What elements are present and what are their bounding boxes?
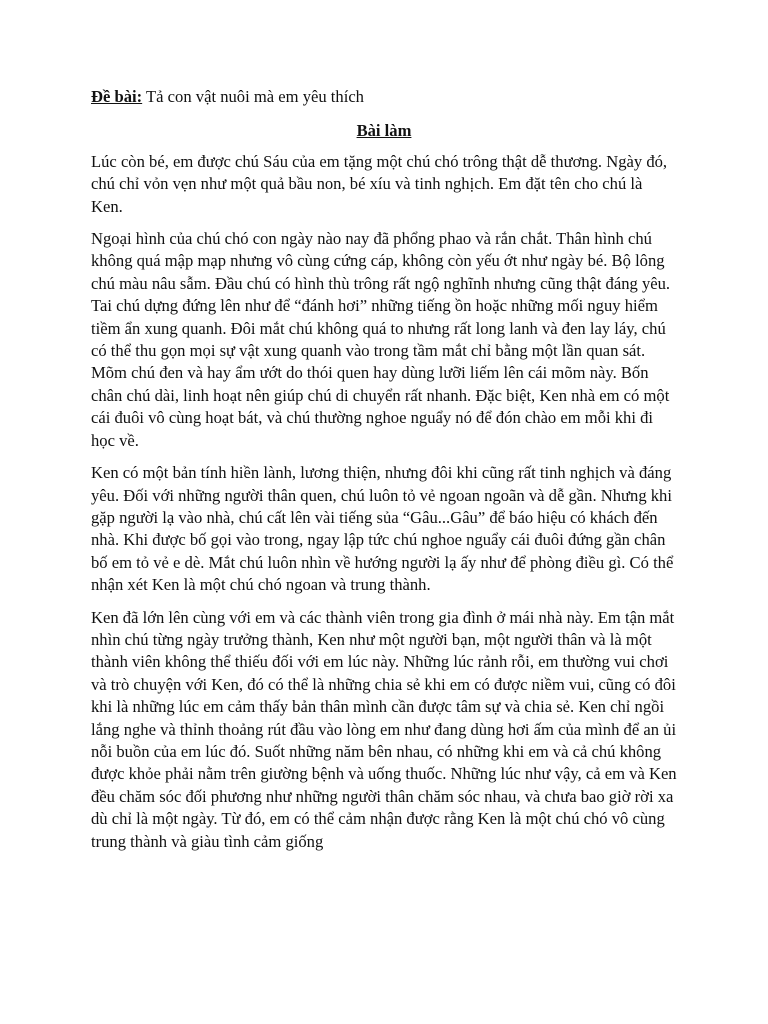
paragraph-companionship: Ken đã lớn lên cùng với em và các thành viên trong gia đình ở mái nhà này. Em tận mắt nhìn chú từng ngày trưởng thành, Ken như một người bạn, một người thân và là một thành viên không thể thiếu đối với em lúc này. Những lúc rảnh rỗi, em thường vui chơi và trò chuyện với Ken, đó có thể là những chia sẻ khi em có được niềm vui, cũng có đôi khi là những lúc em cảm thấy bản thân mình cần được tâm sự và chia sẻ. Ken chỉ ngồi lắng nghe và thỉnh thoảng rút đầu vào lòng em như đang dùng hơi ấm của mình để an ủi nỗi buồn của em lúc đó. Suốt những năm bên nhau, có những khi em và cả chú không được khỏe phải nằm trên giường bệnh và uống thuốc. Những lúc như vậy, cả em và Ken đều chăm sóc đối phương như những người thân chăm sóc nhau, và chưa bao giờ rời xa dù chỉ là một ngày. Từ đó, em có thể cảm nhận được rằng Ken là một chú chó vô cùng trung thành và giàu tình cảm giống	[91, 607, 677, 851]
essay-heading: Bài làm	[356, 121, 412, 141]
assignment-topic	[91, 86, 677, 108]
topic-text: Tả con vật nuôi mà em yêu thích	[142, 87, 364, 106]
document-page	[91, 86, 677, 863]
topic-label: Đề bài:	[91, 87, 143, 106]
paragraph-intro: Lúc còn bé, em được chú Sáu của em tặng một chú chó trông thật dễ thương. Ngày đó, chú chỉ vỏn vẹn như một quả bầu non, bé xíu và tinh nghịch. Em đặt tên cho chú là Ken.	[91, 151, 668, 216]
paragraph-personality: Ken có một bản tính hiền lành, lương thiện, nhưng đôi khi cũng rất tinh nghịch và đáng yêu. Đối với những người thân quen, chú luôn tỏ vẻ ngoan ngoãn và dễ gần. Nhưng khi gặp người lạ vào nhà, chú cất lên vài tiếng sủa “Gâu...Gâu” để báo hiệu có khách đến nhà. Khi được bố gọi vào trong, ngay lập tức chú nghoe nguẩy cái đuôi đứng gần chân bố em tỏ vẻ e dè. Mắt chú luôn nhìn về hướng người lạ ấy như để phòng điều gì. Có thể nhận xét Ken là một chú chó ngoan và trung thành.	[91, 463, 674, 595]
paragraph-appearance: Ngoại hình của chú chó con ngày nào nay đã phổng phao và rắn chắt. Thân hình chú không quá mập mạp nhưng vô cùng cứng cáp, không còn yếu ớt như ngày bé. Bộ lông chú màu nâu sẫm. Đầu chú có hình thù trông rất ngộ nghĩnh nhưng cũng thật đáng yêu. Tai chú dựng đứng lên như để “đánh hơi” những tiếng ồn hoặc những mối nguy hiểm tiềm ẩn xung quanh. Đôi mắt chú không quá to nhưng rất long lanh và đen lay láy, chú có thể thu gọn mọi sự vật xung quanh vào trong tầm mắt chỉ bằng một lần quan sát. Mõm chú đen và hay ẩm ướt do thói quen hay dùng lưỡi liếm lên cái mõm này. Bốn chân chú dài, linh hoạt nên giúp chú di chuyển rất nhanh. Đặc biệt, Ken nhà em có một cái đuôi vô cùng hoạt bát, và chú thường nghoe nguẩy nó để đón chào em mỗi khi đi học về.	[91, 229, 671, 450]
